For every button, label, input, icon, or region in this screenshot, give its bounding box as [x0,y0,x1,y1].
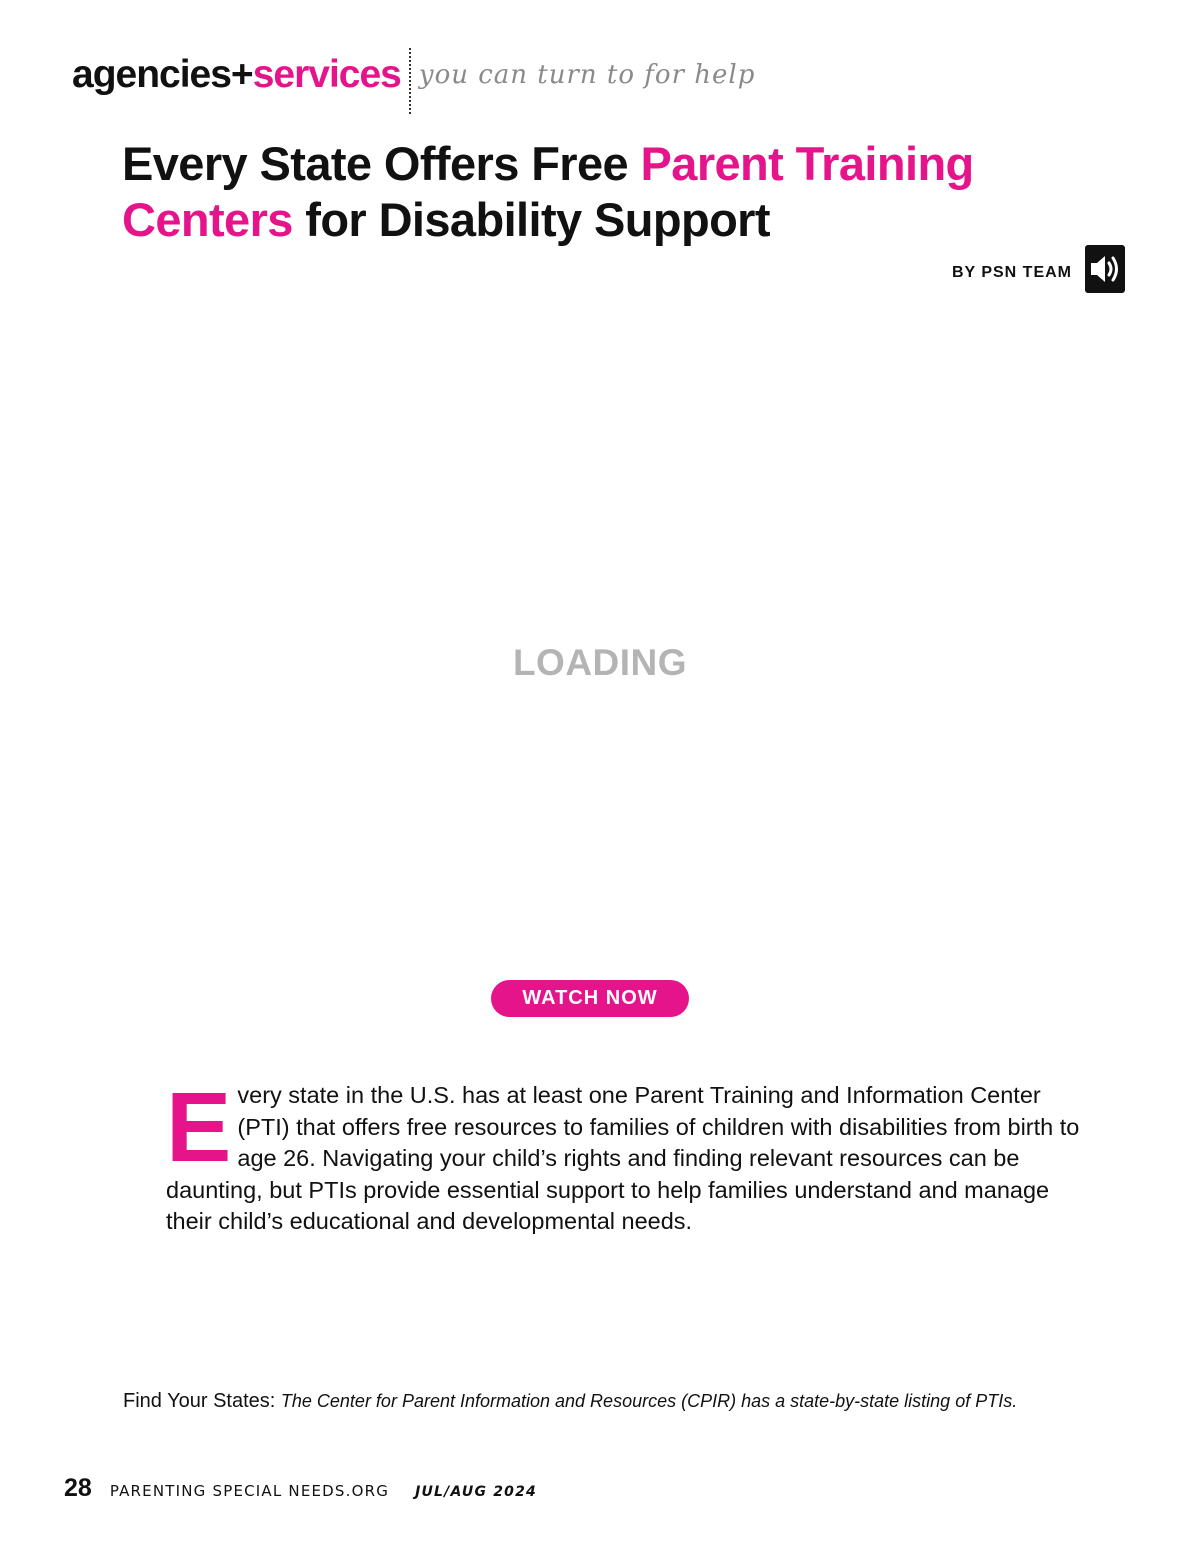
section-divider [409,48,411,114]
audio-play-button[interactable] [1085,245,1125,293]
section-name [72,44,401,106]
section-name-part2: services [252,53,401,96]
page-number: 28 [64,1474,92,1502]
publication-name: PARENTING SPECIAL NEEDS.ORG [109,1482,390,1500]
watch-now-button[interactable]: WATCH NOW [491,980,689,1017]
loading-text: LOADING [512,642,688,683]
article-title [122,136,1082,248]
speaker-icon [1085,245,1125,293]
body-text: very state in the U.S. has at least one Parent Training and Information Center (PTI) that offers free resources to families of children with disabilities from birth to age 26. Navigating your child’s rights and finding relevant resources can be daunting, but PTIs provide essential support to help families understand and manage their child’s educational and developmental needs. [166,1082,1080,1234]
page-footer [64,1474,537,1510]
issue-date: JUL/AUG 2024 [415,1484,537,1500]
video-placeholder[interactable] [122,320,1078,960]
section-name-part1: agencies+ [72,53,253,96]
drop-cap: E [166,1072,232,1182]
section-tagline: you can turn to for help [418,60,756,90]
find-states-lead: Find Your States: [123,1390,281,1412]
section-header [72,44,755,114]
find-states-note[interactable] [123,1390,1103,1413]
title-part2: Parent Training Centers [122,137,974,246]
byline: BY PSN TEAM [951,264,1072,281]
title-part3: for Disability Support [292,193,770,246]
title-part1: Every State Offers Free [122,137,641,190]
article-body [166,1072,1086,1238]
find-states-link[interactable]: The Center for Parent Information and Resources (CPIR) has a state-by-state listing of PTIs. [280,1391,1018,1411]
